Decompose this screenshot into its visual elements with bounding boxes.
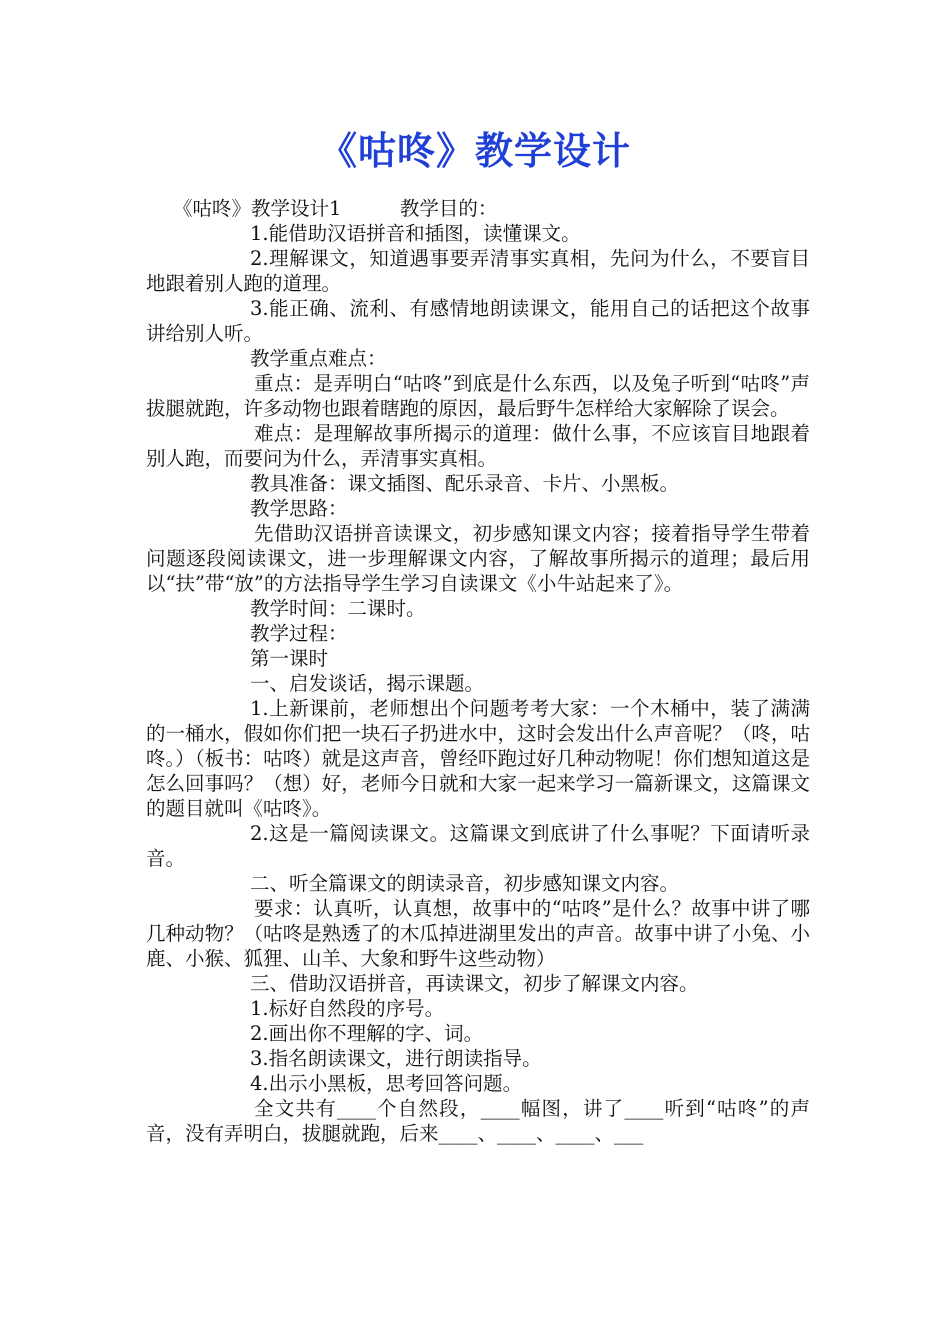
paragraph-step-1: 1.标好自然段的序号。 [250,997,445,1020]
paragraph-materials: 教具准备：课文插图、配乐录音、卡片、小黑板。 [250,472,680,495]
paragraph-goal-1: 1.能借助汉语拼音和插图，读懂课文。 [250,222,581,245]
paragraph-approach: 先借助汉语拼音读课文，初步感知课文内容；接着指导学生带着问题逐段阅读课文，进一步理解课文内容，了解故事所揭示的道理；最后用以“扶”带“放”的方法指导学生学习自读课文《小牛站起来了》。 [146,522,810,595]
paragraph-key-points-heading: 教学重点难点： [250,347,387,370]
paragraph-step-4: 4.出示小黑板，思考回答问题。 [250,1072,523,1095]
paragraph-section-one-item-2: 2.这是一篇阅读课文。这篇课文到底讲了什么事呢？下面请听录音。 [146,822,810,870]
paragraph-key-point: 重点：是弄明白“咕咚”到底是什么东西，以及兔子听到“咕咚”声拔腿就跑，许多动物也跟着瞎跑的原因，最后野牛怎样给大家解除了误会。 [146,372,810,420]
paragraph-process-heading: 教学过程： [250,622,348,645]
paragraph-intro: 《咕咚》教学设计1 教学目的： [173,197,498,220]
paragraph-fill-in-blank: 全文共有____个自然段，____幅图，讲了____听到“咕咚”的声音，没有弄明白，拔腿就跑，后来____、____、____、___ [146,1097,810,1145]
paragraph-section-three: 三、借助汉语拼音，再读课文，初步了解课文内容。 [250,972,699,995]
paragraph-difficulty: 难点：是理解故事所揭示的道理：做什么事，不应该盲目地跟着别人跑，而要问为什么，弄清事实真相。 [146,422,810,470]
paragraph-lesson-one: 第一课时 [250,647,329,670]
paragraph-goal-2: 2.理解课文，知道遇事要弄清事实真相，先问为什么，不要盲目地跟着别人跑的道理。 [146,247,810,295]
document-title: 《咕咚》教学设计 [318,128,631,173]
paragraph-section-two: 二、听全篇课文的朗读录音，初步感知课文内容。 [250,872,680,895]
paragraph-goal-3: 3.能正确、流利、有感情地朗读课文，能用自己的话把这个故事讲给别人听。 [146,297,810,345]
paragraph-requirements: 要求：认真听，认真想，故事中的“咕咚”是什么？故事中讲了哪几种动物？（咕咚是熟透了的木瓜掉进湖里发出的声音。故事中讲了小兔、小鹿、小猴、狐狸、山羊、大象和野牛这些动物） [146,897,810,970]
paragraph-time: 教学时间：二课时。 [250,597,426,620]
paragraph-section-one-item-1: 1.上新课前，老师想出个问题考考大家：一个木桶中，装了满满的一桶水，假如你们把一块石子扔进水中，这时会发出什么声音呢？（咚，咕咚。）（板书：咕咚）就是这声音，曾经吓跑过好几种动物呢！你们想知道这是怎么回事吗？（想）好，老师今日就和大家一起来学习一篇新课文，这篇课文的题目就叫《咕咚》。 [146,697,810,820]
paragraph-approach-heading: 教学思路： [250,497,348,520]
document-body [146,196,810,1146]
paragraph-section-one: 一、启发谈话，揭示课题。 [250,672,485,695]
paragraph-step-3: 3.指名朗读课文，进行朗读指导。 [250,1047,542,1070]
paragraph-step-2: 2.画出你不理解的字、词。 [250,1022,484,1045]
